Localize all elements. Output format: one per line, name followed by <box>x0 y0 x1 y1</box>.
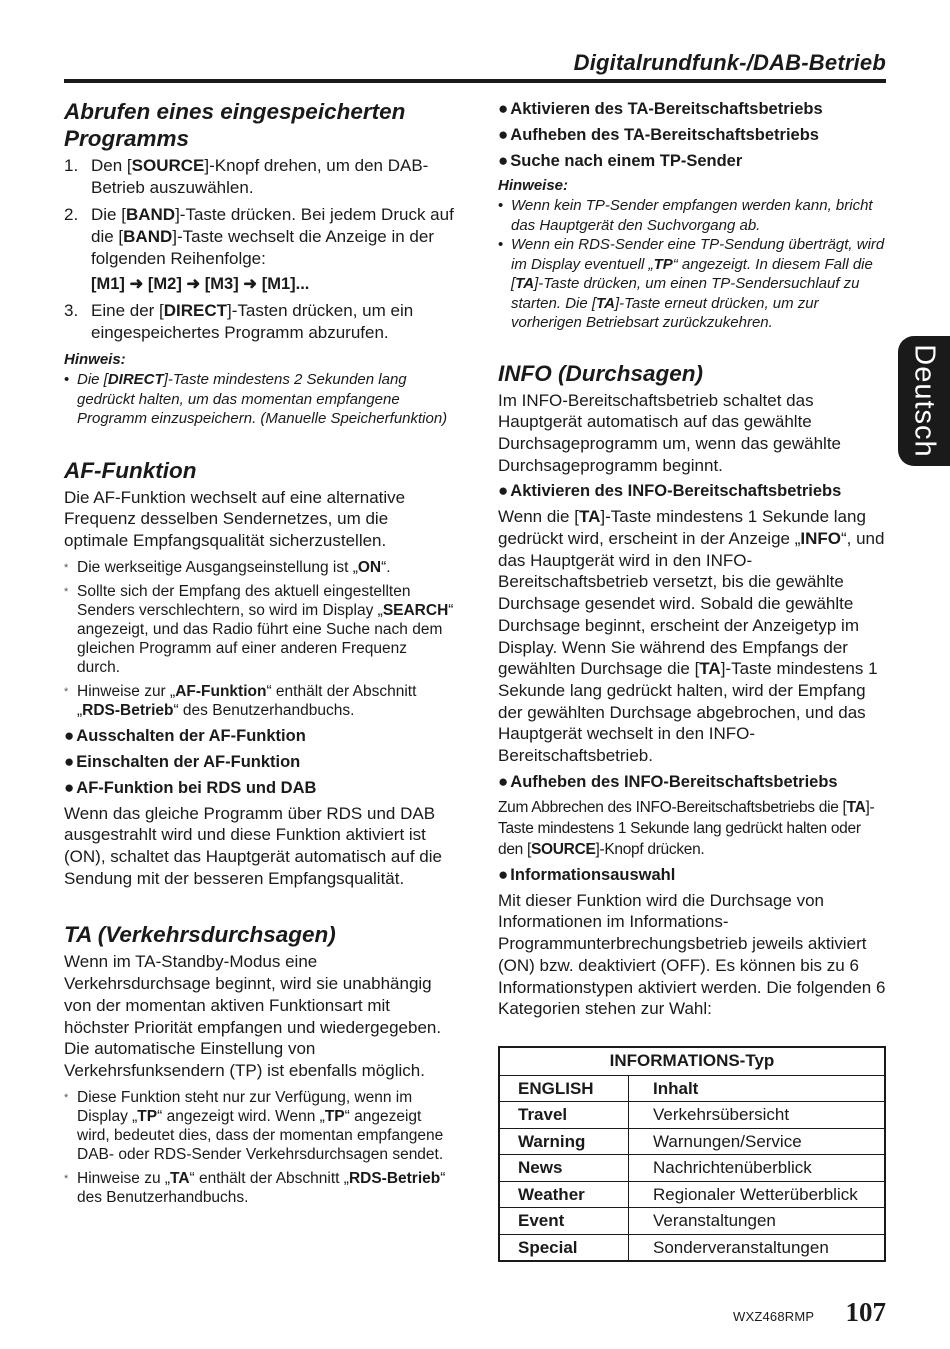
recall-steps <box>64 155 454 344</box>
page-header-title: Digitalrundfunk-/DAB-Betrieb <box>573 50 886 75</box>
af-remark-3: * Hinweise zur „AF-Funktion“ enthält der Abschnitt „RDS-Betrieb“ des Benutzerhandbuchs. <box>64 682 454 720</box>
recall-note-title: Hinweis: <box>64 351 126 368</box>
recall-heading: Abrufen eines eingespeicherten Programms <box>64 99 406 151</box>
table-row: Travel Verkehrsübersicht <box>499 1102 885 1129</box>
recall-step-1: 1. Den [SOURCE]-Knopf drehen, um den DAB-Betrieb auszuwählen. <box>64 156 429 197</box>
af-on-heading: ● Einschalten der AF-Funktion <box>64 751 301 771</box>
header-rule <box>64 79 886 83</box>
ta-heading: TA (Verkehrsdurchsagen) <box>64 922 336 948</box>
table-title: INFORMATIONS-Typ <box>499 1047 885 1076</box>
language-tab-label: Deutsch <box>908 344 941 458</box>
ta-notes <box>498 196 886 333</box>
recall-step-3: 3. Eine der [DIRECT]-Tasten drücken, um ein eingespeichertes Programm abzurufen. <box>64 301 414 342</box>
table-title-row <box>499 1047 885 1076</box>
table-col-inhalt: Inhalt <box>629 1075 886 1102</box>
info-standby-on-text: Wenn die [TA]-Taste mindestens 1 Sekunde lang gedrückt wird, erscheint in der Anzeige „INFO“, und das Hauptgerät wird in den INFO-Bereitschaftsbetrieb versetzt, bis die gewählte Durchsage gesendet wird. Sobald die gewählte Durchsage beginnt, erscheint der Anzeigetyp im Display. Wenn Sie während des Empfangs der gewählten Durchsage die [TA]-Taste mindestens 1 Sekunde lang gedrückt halten, wird der Empfang der gewählten Durchsage abgebrochen, und das Hauptgerät wechselt in den INFO-Bereitschaftsbetrieb. <box>498 507 885 766</box>
bullet-dot-icon: ● <box>64 777 75 797</box>
info-intro: Im INFO-Bereitschaftsbetrieb schaltet das Hauptgerät automatisch auf das gewählte Durchsageprogramm um, wenn das gewählte Durchsageprogramm beginnt. <box>498 390 842 475</box>
af-intro: Die AF-Funktion wechselt auf eine alternative Frequenz desselben Sendernetzes, um die optimale Empfangsqualität sicherzustellen. <box>64 487 406 550</box>
table-row: News Nachrichtenüberblick <box>499 1155 885 1182</box>
info-selection-text: Mit dieser Funktion wird die Durchsage von Informationen im Informations-Programmunterbrechungsbetrieb jeweils aktiviert (ON) bzw. deaktiviert (OFF). Es können bis zu 6 Informationstypen aktiviert werden. Die folgenden 6 Kategorien stehen zur Wahl: <box>498 890 886 1019</box>
info-selection-heading: ● Informationsauswahl <box>498 864 676 884</box>
table-row: Event Veranstaltungen <box>499 1208 885 1235</box>
tp-search-heading: ● Suche nach einem TP-Sender <box>498 151 743 170</box>
info-type-table <box>498 1046 886 1263</box>
bullet-dot-icon: ● <box>498 771 509 791</box>
table-row: Warning Warnungen/Service <box>499 1128 885 1155</box>
ta-intro: Wenn im TA-Standby-Modus eine Verkehrsdurchsage beginnt, wird sie unabhängig von der momentan aktiven Funktionsart mit höchster Priorität empfangen und wiedergegeben. Die automatische Einstellung von Verkehrsfunksendern (TP) ist ebenfalls möglich. <box>64 952 442 1080</box>
ta-remark-1: * Diese Funktion steht nur zur Verfügung, wenn im Display „TP“ angezeigt wird. Wenn „TP“ angezeigt wird, bedeutet dies, dass der momentan empfangene DAB- oder RDS-Sender Verkehrsdurchsagen sendet. <box>64 1088 454 1164</box>
info-standby-on-heading: ● Aktivieren des INFO-Bereitschaftsbetriebs <box>498 481 842 501</box>
af-remarks <box>64 558 454 720</box>
ta-standby-on-heading: ● Aktivieren des TA-Bereitschaftsbetriebs <box>498 99 823 118</box>
af-rds-dab-text: Wenn das gleiche Programm über RDS und DAB ausgestrahlt wird und diese Funktion aktiviert ist (ON), schaltet das Hauptgerät automatisch auf die Sendung mit der besseren Empfangsqualität. <box>64 803 442 888</box>
recall-note: • Die [DIRECT]-Taste mindestens 2 Sekunden lang gedrückt halten, um das momentan empfangene Programm einzuspeichern. (Manuelle Speicherfunktion) <box>64 370 454 429</box>
recall-step-2: 2. Die [BAND]-Taste drücken. Bei jedem Druck auf die [BAND]-Taste wechselt die Anzeige in der folgenden Reihenfolge: [M1] ➜ [M2] ➜ [M3] ➜ [M1]... <box>64 205 454 293</box>
ta-remarks <box>64 1088 454 1207</box>
recall-note-list <box>64 370 454 429</box>
bullet-dot-icon: ● <box>64 725 75 745</box>
af-off-heading: ● Ausschalten der AF-Funktion <box>64 725 306 745</box>
ta-remark-2: * Hinweise zu „TA“ enthält der Abschnitt „RDS-Betrieb“ des Benutzerhandbuchs. <box>64 1169 454 1207</box>
ta-note-2: • Wenn ein RDS-Sender eine TP-Sendung überträgt, wird im Display eventuell „TP“ angezeigt. In diesem Fall die [TA]-Taste drücken, um einen TP-Sendersuchlauf zu starten. Die [TA]-Taste erneut drücken, um zur vorherigen Betriebsart zurückzukehren. <box>498 235 886 333</box>
info-standby-off-heading: ● Aufheben des INFO-Bereitschaftsbetriebs <box>498 771 838 791</box>
info-standby-off-text: Zum Abbrechen des INFO-Bereitschaftsbetriebs die [TA]-Taste mindestens 1 Sekunde lang gedrückt halten oder den [SOURCE]-Knopf drücken. <box>498 798 875 858</box>
table-row: Weather Regionaler Wetterüberblick <box>499 1181 885 1208</box>
band-sequence: [M1] ➜ [M2] ➜ [M3] ➜ [M1]... <box>91 275 310 293</box>
bullet-dot-icon: ● <box>498 481 509 501</box>
bullet-dot-icon: ● <box>498 99 509 118</box>
ta-standby-off-heading: ● Aufheben des TA-Bereitschaftsbetriebs <box>498 125 819 144</box>
ta-notes-title: Hinweise: <box>498 177 569 194</box>
table-col-english: ENGLISH <box>499 1075 629 1102</box>
language-tab <box>898 336 950 466</box>
bullet-dot-icon: ● <box>498 125 509 144</box>
af-remark-1: * Die werkseitige Ausgangseinstellung ist „ON“. <box>64 558 454 577</box>
page-number: 107 <box>845 1297 886 1327</box>
table-header-row <box>499 1075 885 1102</box>
ta-note-1: • Wenn kein TP-Sender empfangen werden kann, bricht das Hauptgerät den Suchvorgang ab. <box>498 196 886 235</box>
bullet-dot-icon: ● <box>498 151 509 170</box>
af-heading: AF-Funktion <box>64 457 197 483</box>
af-rds-dab-heading: ● AF-Funktion bei RDS und DAB <box>64 777 317 797</box>
bullet-dot-icon: ● <box>498 864 509 884</box>
model-code: WXZ468RMP <box>733 1309 815 1324</box>
left-column <box>64 98 454 1212</box>
right-column <box>498 98 886 1262</box>
af-remark-2: * Sollte sich der Empfang des aktuell eingestellten Senders verschlechtern, so wird im Display „SEARCH“ angezeigt, und das Radio führt eine Suche nach dem gleichen Programm auf einer anderen Frequenz durch. <box>64 582 454 677</box>
bullet-dot-icon: ● <box>64 751 75 771</box>
info-heading: INFO (Durchsagen) <box>498 360 704 386</box>
table-row: Special Sonderveranstaltungen <box>499 1234 885 1261</box>
